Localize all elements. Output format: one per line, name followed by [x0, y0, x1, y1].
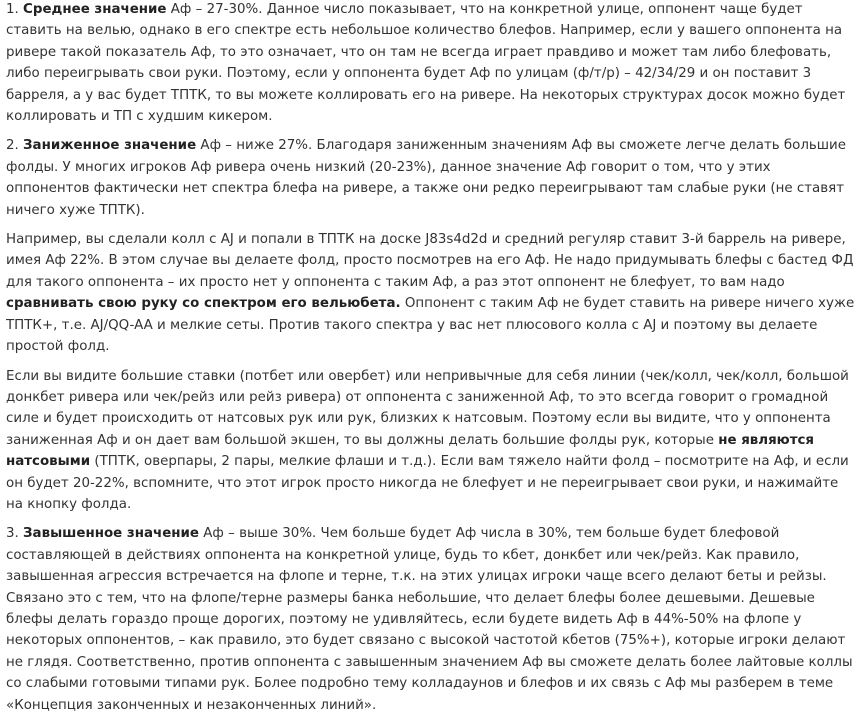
paragraph-high-af — [6, 523, 858, 716]
paragraph-text: Аф – выше 30%. Чем больше будет Аф числа в 30%, тем больше будет блефовой составляющей в действиях оппонента на конкретной улице, будь то кбет, донкбет или чек/рейз. Как правило, завышенная агрессия встречается на флопе и терне, т.к. на этих улицах игроки чаще всего делают беты и рейзы. Связано это с тем, что на флопе/терне размеры банка небольшие, что делает блефы более дешевыми. Дешевые блефы делать гораздо проще дорогих, поэтому не удивляйтесь, если будете видеть Аф в 44%-50% на флопе у некоторых оппонентов, – как правило, это будет связано с высокой частотой кбетов (75%+), которые игроки делают не глядя. Соответственно, против оппонента с завышенным значением Аф вы сможете делать более лайтовые коллы со слабыми готовыми типами рук. Более подробно тему колладаунов и блефов и их связь с Аф мы разберем в теме «Концепция законченных и незаконченных линий». — [6, 526, 853, 713]
paragraph-text: Например, вы сделали колл с AJ и попали в ТПТК на доске J83s4d2d и средний регуляр ставит 3-й баррель на ривере, имея Аф 22%. В этом случае вы делаете фолд, просто посмотрев на его Аф. Не надо придумывать блефы с бастед ФД для такого оппонента – их просто нет у оппонента с таким Аф, а раз этот оппонент не блефует, то вам надо — [6, 232, 854, 290]
emphasis-compare-range: сравнивать свою руку со спектром его вельюбета. — [6, 296, 401, 312]
item-number: 3. — [6, 526, 24, 542]
paragraph-text: Аф – ниже 27%. Благодаря заниженным значениям Аф вы сможете легче делать большие фолды. У многих игроков Аф ривера очень низкий (20-23%), данное значение Аф говорит о том, что у этих оппонентов фактически нет спектра блефа на ривере, а также они редко переигрывают там слабые руки (не ставят ничего хуже ТПТК). — [6, 138, 846, 218]
paragraph-low-af — [6, 135, 858, 221]
paragraph-average-af — [6, 0, 858, 127]
item-number: 2. — [6, 138, 24, 154]
paragraph-text: Оппонент с таким Аф не будет ставить на ривере ничего хуже ТПТК+, т.е. AJ/QQ-AA и мелкие сеты. Против такого спектра у вас нет плюсового колла с AJ и поэтому вы делаете простой фолд. — [6, 296, 855, 355]
term-low-value: Заниженное значение — [23, 138, 197, 154]
paragraph-low-af-example — [6, 229, 858, 357]
paragraph-text: Аф – 27-30%. Данное число показывает, что на конкретной улице, оппонент чаще будет ставить на велью, однако в его спектре есть небольшое количество блефов. Например, если у вашего оппонента на ривере такой показатель Аф, то это означает, что он там не всегда играет правдиво и может там либо блефовать, либо переигрывать свои руки. Поэтому, если у оппонента будет Аф по улицам (ф/т/р) – 42/34/29 и он поставит 3 барреля, а у вас будет ТПТК, то вы можете коллировать его на ривере. На некоторых структурах досок можно будет коллировать и ТП с худшим кикером. — [6, 2, 846, 125]
term-average-value: Среднее значение — [23, 2, 167, 17]
paragraph-text: Если вы видите большие ставки (потбет или овербет) или непривычные для себя линии (чек/колл, чек/колл, большой донкбет ривера или чек/рейз или рейз ривера) от оппонента с заниженной Аф, то это всегда говорит о громадной силе и будет происходить от натсовых рук или рук, близких к натсовым. Поэтому если вы видите, что у оппонента заниженная Аф и он дает вам большой экшен, то вы должны делать большие фолды рук, которые — [6, 368, 849, 448]
term-high-value: Завышенное значение — [23, 526, 199, 542]
emphasis-not-nuts: не являются натсовыми — [6, 432, 814, 470]
item-number: 1. — [6, 2, 24, 17]
paragraph-low-af-big-bets — [6, 366, 858, 516]
paragraph-text: (ТПТК, оверпары, 2 пары, мелкие флаши и т.д.). Если вам тяжело найти фолд – посмотрите на Аф, и если он будет 20-22%, вспомните, что этот игрок просто никогда не блефует и не переигрывает свои руки, и нажимайте на кнопку фолда. — [6, 454, 849, 512]
